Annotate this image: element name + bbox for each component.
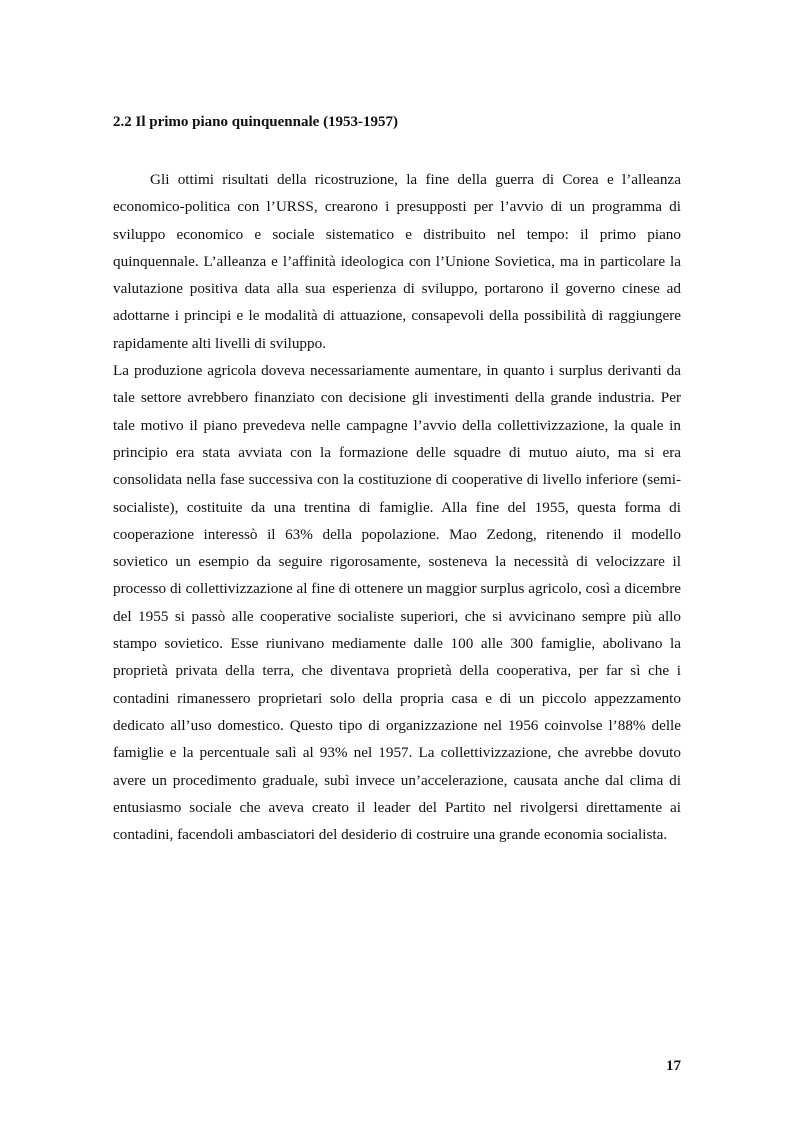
section-heading: 2.2 Il primo piano quinquennale (1953-1957) [113,114,399,130]
paragraph-1: Gli ottimi risultati della ricostruzione, la fine della guerra di Corea e l’alleanza economico-politica con l’URSS, crearono i presupposti per l’avvio di un programma di sviluppo economico e sociale sistematico e distribuito nel tempo: il primo piano quinquennale. L’alleanza e l’affinità ideologica con l’Unione Sovietica, ma in particolare la valutazione positiva data alla sua esperienza di sviluppo, portarono il governo cinese ad adottarne i principi e le modalità di attuazione, consapevoli della possibilità di raggiungere rapidamente alti livelli di sviluppo. [113,171,681,352]
paragraph-2: La produzione agricola doveva necessariamente aumentare, in quanto i surplus derivanti da tale settore avrebbero finanziato con decisione gli investimenti della grande industria. Per tale motivo il piano prevedeva nelle campagne l’avvio della collettivizzazione, la quale in principio era stata avviata con la formazione delle squadre di mutuo aiuto, ma si era consolidata nella fase successiva con la costituzione di cooperative di livello inferiore (semi-socialiste), costituite da una trentina di famiglie. Alla fine del 1955, questa forma di cooperazione interessò il 63% della popolazione. Mao Zedong, ritenendo il modello sovietico un esempio da seguire rigorosamente, sosteneva la necessità di velocizzare il processo di collettivizzazione al fine di ottenere un maggior surplus agricolo, così a dicembre del 1955 si passò alle cooperative socialiste superiori, che si avvicinano sempre più allo stampo sovietico. Esse riunivano mediamente dalle 100 alle 300 famiglie, abolivano la proprietà privata della terra, che diventava proprietà della cooperativa, per far sì che i contadini rimanessero proprietari solo della propria casa e di un piccolo appezzamento dedicato all’uso domestico. Questo tipo di organizzazione nel 1956 coinvolse l’88% delle famiglie e la percentuale salì al 93% nel 1957. La collettivizzazione, che avrebbe dovuto avere un procedimento graduale, subì invece un’accelerazione, causata anche dal clima di entusiasmo sociale che aveva creato il leader del Partito nel rivolgersi direttamente ai contadini, facendoli ambasciatori del desiderio di costruire una grande economia socialista. [113,362,681,844]
page-number: 17 [666,1058,681,1074]
body-text [113,166,681,848]
